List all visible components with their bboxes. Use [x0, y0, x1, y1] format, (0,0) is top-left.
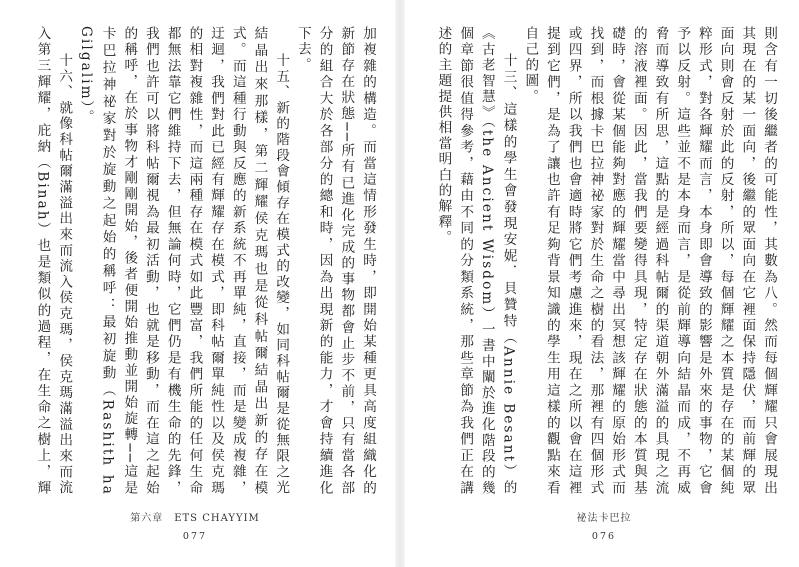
paragraph: 十六、就像科帖爾滿溢出來而流入侯克瑪，侯克瑪滿溢出來而流入第三輝耀，庇納（Binah）也是類似的過程，在生命之樹上，輝: [34, 26, 73, 496]
running-title: 祕法卡巴拉: [576, 513, 632, 524]
paragraph: 十五、新的階段會傾存在模式的改變，如同科帖爾是從無限之光結晶出來那樣，第二輝耀侯克瑪也是從科帖爾結晶出新的存在模式。而這種行動與反應的新系統不再單純，直接，而是變成複雜，迂迴，我們對此已經有輝耀存在模式，即科帖爾單純性以及侯克瑪的相對複雜性，而這兩種存在模式如此豐富，我們所能的任何生命都無法靠它們維持下去，但無論何時，它們仍是有機生命的先鋒，我們也許可以將科帖爾視為最初活動，也就是移動，而在這之起始的稱呼，在於事物才剛剛開始，後者便開始推動並開始旋轉──這是卡巴拉神祕家對於旋動之起始的稱呼：最初旋動（Rashith ha Gilgalim）。: [77, 26, 290, 496]
right-page: [409, 0, 799, 567]
paragraph: 則含有一切後繼者的可能性，其數為八。然而每個輝耀只會展現出其現在的某一面向，後繼的眾面向在它裡面保持隱伏，而前輝的眾面向則會反射於此的反射，所以，每個輝耀之本質是存在的某個純粹形式，對各輝耀而言，本身即會導致的影響是外來的事物，它會予以反射。這些並不是本身而言，是從前輝導向結晶而成，不再威脅而導致有所思，這點的是經過科帖爾的渠道朝外滿溢的具現之流的溶液裡面。因此，當我們要變得具現，特定存在狀態的本質與基礎時，會從某個能夠對應的輝耀當中尋出冥想該輝耀的原始形式而找到，而根據卡巴拉神祕家對於生命之樹的看法，那裡有四個形式或四界，所以我們也會適時將它們考慮進來，現在之所以會在這裡提到它們，是為了讓也許有足夠背景知識的學生用這樣的觀點來看自己的圖。: [522, 26, 777, 496]
right-page-footer: [409, 512, 799, 544]
page-number: 077: [182, 531, 208, 542]
left-page-footer: [0, 512, 390, 544]
right-page-text: [431, 26, 779, 496]
paragraph: 加複雜的構造。而當這情形發生時，即開始某種更具高度組織化的新節存在狀態──所有已進化完成的事物都會止步不前，只有當各部分的組合大於各部分的總和時，因為出現新的能力，才會持續進化下去。: [294, 26, 376, 496]
page-number: 076: [591, 531, 617, 542]
running-title: 第六章 ETS CHAYYIM: [130, 513, 260, 524]
left-page: [0, 0, 390, 567]
left-page-text: [30, 26, 378, 496]
paragraph: [431, 26, 432, 496]
paragraph: 十三、這樣的學生會發現安妮．貝贊特（Annie Besant）的《古老智慧》（the Ancient Wisdom）一書中闡於進化階段的幾個章節很值得參考，藉由不同的分類系統，那些章節為我們正在講述的主題提供相當明白的解釋。: [435, 26, 517, 496]
book-gutter: [395, 0, 405, 567]
